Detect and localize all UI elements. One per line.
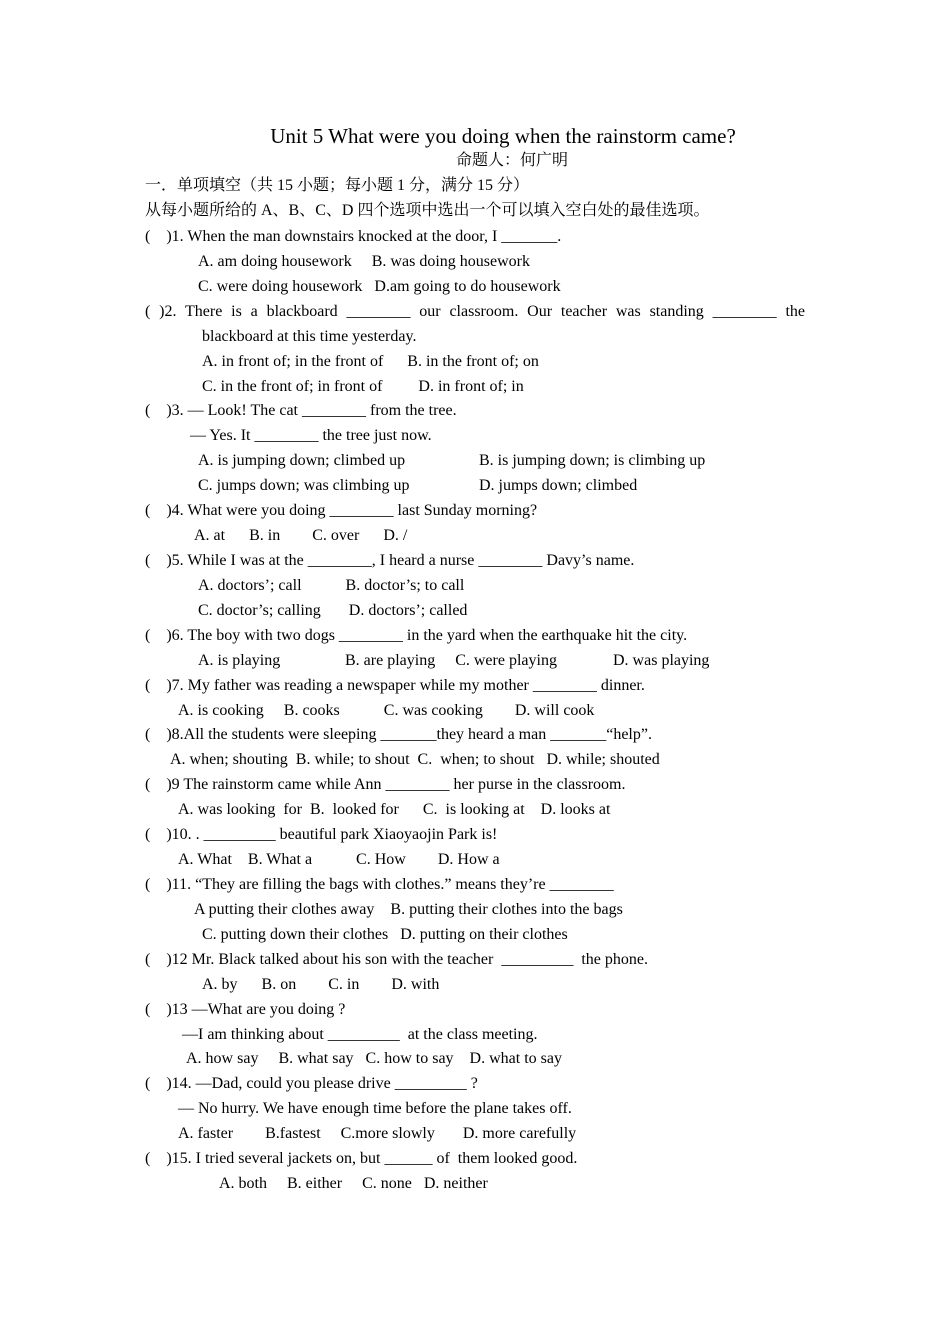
question-15-options: A. both B. either C. none D. neither xyxy=(219,1175,488,1192)
question-6-option-d: D. was playing xyxy=(613,652,710,669)
question-6-option-a: A. is playing xyxy=(198,652,281,669)
question-13-stem: ( )13 —What are you doing ? xyxy=(145,1001,346,1018)
question-5-options-cd: C. doctor’s; calling D. doctors’; called xyxy=(198,602,468,619)
question-6-stem: ( )6. The boy with two dogs ________ in the yard when the earthquake hit the city. xyxy=(145,627,688,644)
question-3-option-b: B. is jumping down; is climbing up xyxy=(479,452,706,469)
question-1-stem: ( )1. When the man downstairs knocked at the door, I _______. xyxy=(145,228,562,245)
page-title: Unit 5 What were you doing when the rainstorm came? xyxy=(270,124,736,148)
question-4-options: A. at B. in C. over D. / xyxy=(194,527,408,544)
section-instruction: 从每小题所给的 A、B、C、D 四个选项中选出一个可以填入空白处的最佳选项。 xyxy=(145,202,710,219)
question-4-stem: ( )4. What were you doing ________ last Sunday morning? xyxy=(145,502,538,519)
question-2-options-ab: A. in front of; in the front of B. in the front of; on xyxy=(202,353,539,370)
question-1-options-cd: C. were doing housework D.am going to do housework xyxy=(198,278,561,295)
question-11-options-ab: A putting their clothes away B. putting their clothes into the bags xyxy=(194,901,623,918)
question-8-options: A. when; shouting B. while; to shout C. when; to shout D. while; shouted xyxy=(170,751,660,768)
question-8-stem: ( )8.All the students were sleeping _______they heard a man _______“help”. xyxy=(145,726,652,743)
question-9-stem: ( )9 The rainstorm came while Ann ________ her purse in the classroom. xyxy=(145,776,626,793)
question-13-options: A. how say B. what say C. how to say D. what to say xyxy=(186,1050,562,1067)
question-1-options-ab: A. am doing housework B. was doing housework xyxy=(198,253,530,270)
question-2-stem-continued: blackboard at this time yesterday. xyxy=(202,328,417,345)
question-5-options-ab: A. doctors’; call B. doctor’s; to call xyxy=(198,577,465,594)
question-14-options: A. faster B.fastest C.more slowly D. more carefully xyxy=(178,1125,577,1142)
question-2-stem: ( )2. There is a blackboard ________ our classroom. Our teacher was standing ________ the xyxy=(145,303,805,320)
question-7-stem: ( )7. My father was reading a newspaper while my mother ________ dinner. xyxy=(145,677,645,694)
question-9-options: A. was looking for B. looked for C. is looking at D. looks at xyxy=(178,801,611,818)
question-3-stem: ( )3. — Look! The cat ________ from the tree. xyxy=(145,402,457,419)
question-3-option-c: C. jumps down; was climbing up xyxy=(198,477,410,494)
section-heading: 一．单项填空（共 15 小题；每小题 1 分，满分 15 分） xyxy=(145,177,530,194)
question-13-stem-reply: —I am thinking about _________ at the class meeting. xyxy=(182,1026,538,1043)
question-11-stem: ( )11. “They are filling the bags with clothes.” means they’re ________ xyxy=(145,876,614,893)
question-14-stem-reply: — No hurry. We have enough time before the plane takes off. xyxy=(178,1100,572,1117)
question-3-option-a: A. is jumping down; climbed up xyxy=(198,452,406,469)
question-3-stem-reply: — Yes. It ________ the tree just now. xyxy=(190,427,432,444)
question-12-stem: ( )12 Mr. Black talked about his son with the teacher _________ the phone. xyxy=(145,951,649,968)
question-15-stem: ( )15. I tried several jackets on, but ______ of them looked good. xyxy=(145,1150,578,1167)
question-11-options-cd: C. putting down their clothes D. putting on their clothes xyxy=(202,926,568,943)
question-7-options: A. is cooking B. cooks C. was cooking D. will cook xyxy=(178,702,595,719)
question-2-options-cd: C. in the front of; in front of D. in front of; in xyxy=(202,378,524,395)
question-14-stem: ( )14. —Dad, could you please drive _________ ? xyxy=(145,1075,478,1092)
question-6-options-bc: B. are playing C. were playing xyxy=(345,652,557,669)
question-3-option-d: D. jumps down; climbed xyxy=(479,477,638,494)
author-line: 命题人：何广明 xyxy=(455,152,568,169)
question-12-options: A. by B. on C. in D. with xyxy=(202,976,440,993)
question-10-stem: ( )10. . _________ beautiful park Xiaoyaojin Park is! xyxy=(145,826,498,843)
question-10-options: A. What B. What a C. How D. How a xyxy=(178,851,500,868)
question-5-stem: ( )5. While I was at the ________, I heard a nurse ________ Davy’s name. xyxy=(145,552,635,569)
